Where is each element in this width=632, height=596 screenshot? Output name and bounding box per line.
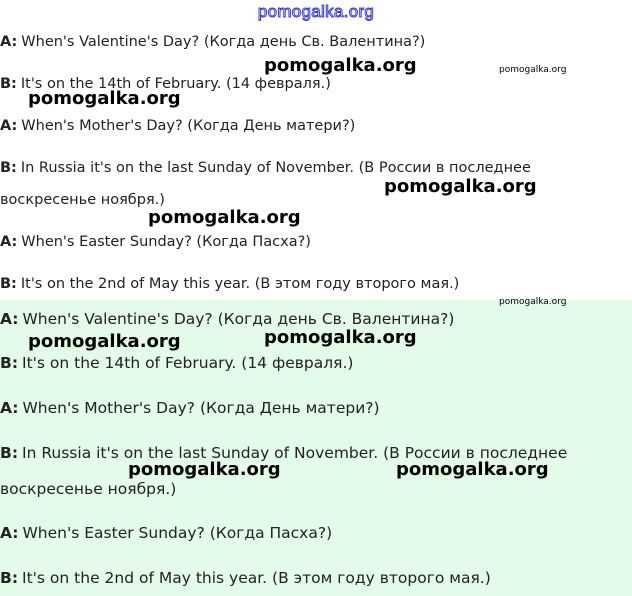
speaker-label: A: [0, 524, 19, 542]
watermark: pomogalka.org [28, 88, 181, 109]
watermark: pomogalka.org [396, 459, 549, 480]
watermark: pomogalka.org [384, 176, 537, 197]
speaker-label: A: [0, 310, 19, 328]
line-text: In Russia it's on the last Sunday of November. (В России в последнее [20, 160, 531, 176]
line-text: When's Valentine's Day? (Когда день Св. Валентина?) [21, 34, 426, 50]
line-text: In Russia it's on the last Sunday of November. (В России в последнее [22, 444, 568, 462]
watermark-small: pomogalka.org [499, 65, 567, 75]
line-text: It's on the 2nd of May this year. (В этом году второго мая.) [22, 569, 491, 587]
line-text: When's Easter Sunday? (Когда Пасха?) [22, 524, 333, 542]
dialogue-line-continuation: воскресенье ноября.) [0, 480, 177, 498]
speaker-label: A: [0, 234, 18, 250]
dialogue-line [0, 397, 380, 419]
dialogue-line [0, 522, 332, 544]
dialogue-line-continuation: воскресенье ноября.) [0, 192, 165, 208]
speaker-label: A: [0, 118, 18, 134]
line-text: When's Mother's Day? (Когда День матери?) [22, 399, 380, 417]
speaker-label: B: [0, 354, 19, 372]
watermark: pomogalka.org [148, 207, 301, 228]
speaker-label: A: [0, 34, 18, 50]
line-text: It's on the 14th of February. (14 февраля.) [20, 76, 331, 92]
dialogue-line [0, 232, 311, 252]
dialogue-line [0, 274, 459, 294]
speaker-label: B: [0, 160, 17, 176]
speaker-label: B: [0, 569, 19, 587]
line-text: It's on the 14th of February. (14 февраля.) [22, 354, 354, 372]
dialogue-line [0, 158, 531, 178]
speaker-label: B: [0, 76, 17, 92]
watermark: pomogalka.org [264, 55, 417, 76]
speaker-label: A: [0, 399, 19, 417]
line-text: When's Valentine's Day? (Когда день Св. Валентина?) [22, 310, 455, 328]
speaker-label: B: [0, 276, 17, 292]
header-watermark: pomogalka.org [257, 2, 375, 21]
dialogue-line [0, 116, 355, 136]
line-text: When's Mother's Day? (Когда День матери?) [21, 118, 356, 134]
watermark: pomogalka.org [28, 331, 181, 352]
line-text: It's on the 2nd of May this year. (В этом году второго мая.) [20, 276, 460, 292]
dialogue-line [0, 352, 353, 374]
watermark: pomogalka.org [128, 459, 281, 480]
dialogue-line [0, 567, 491, 589]
watermark-small: pomogalka.org [499, 297, 567, 307]
line-text: When's Easter Sunday? (Когда Пасха?) [21, 234, 311, 250]
watermark: pomogalka.org [264, 327, 417, 348]
speaker-label: B: [0, 444, 19, 462]
dialogue-line [0, 32, 425, 52]
